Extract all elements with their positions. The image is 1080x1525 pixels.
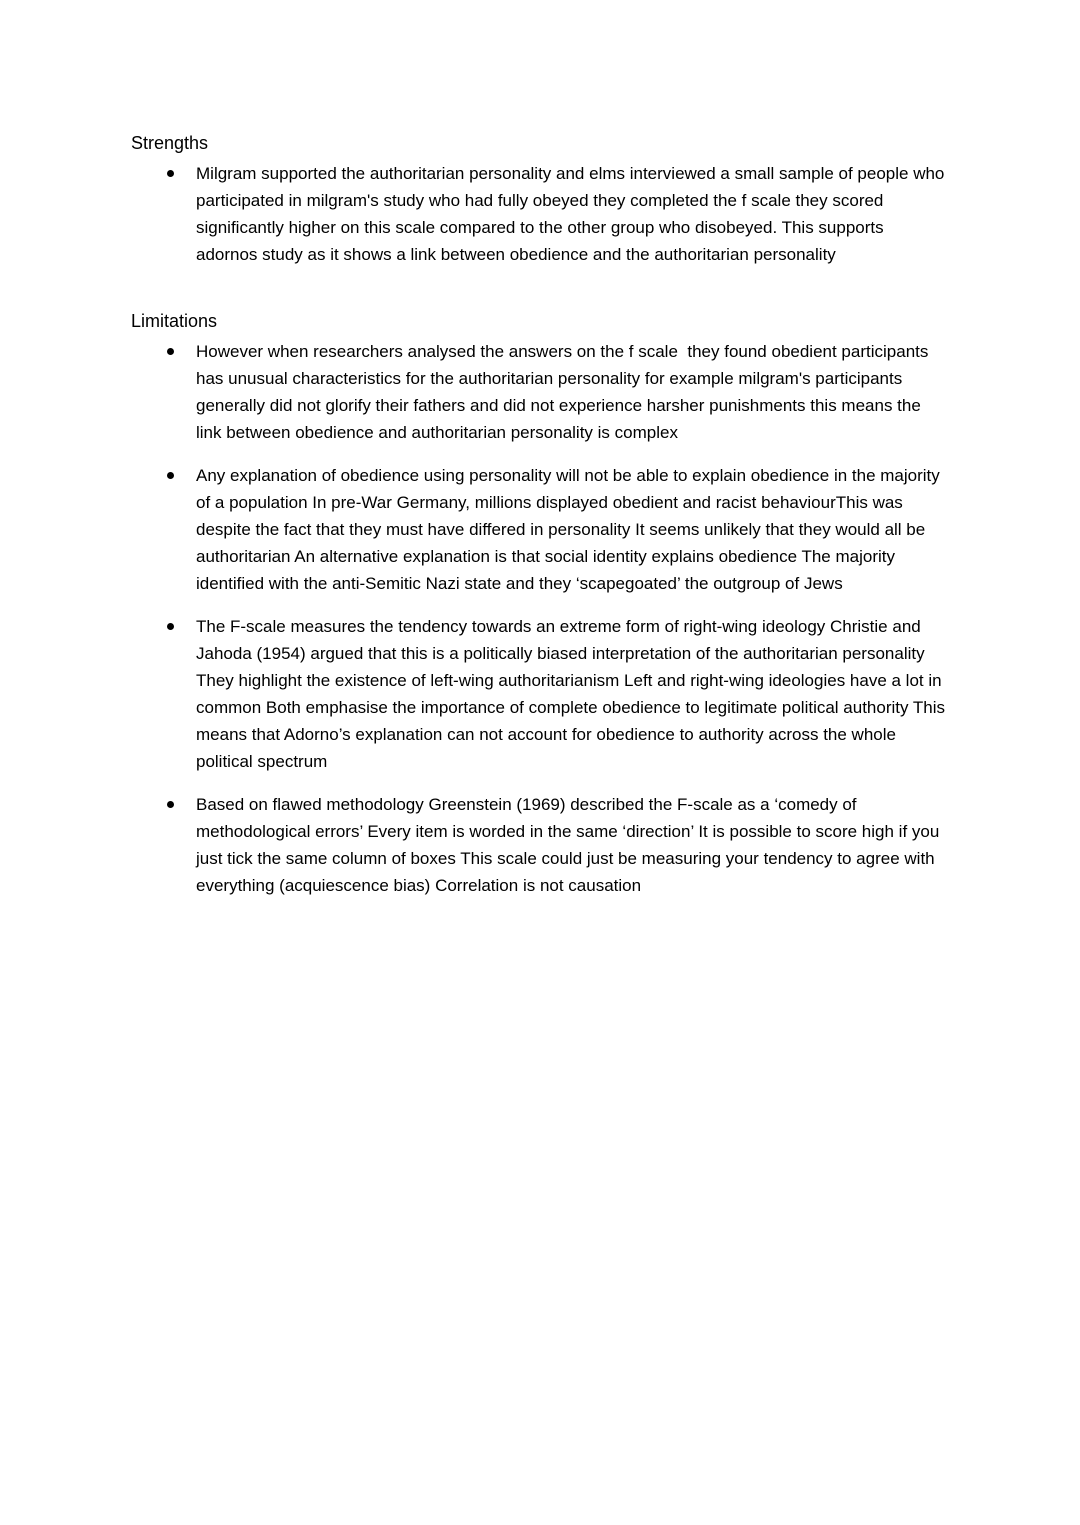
list-item	[196, 791, 947, 899]
bullet-marker-icon	[167, 623, 174, 630]
strengths-heading: Strengths	[131, 133, 209, 153]
bullet-text: However when researchers analysed the answers on the f scale they found obedient participants has unusual characteristics for the authoritarian personality for example milgram's participants generally did not glorify their fathers and did not experience harsher punishments this means the link between obedience and authoritarian personality is complex	[196, 342, 934, 442]
bullet-marker-icon	[167, 348, 174, 355]
bullet-text: The F-scale measures the tendency towards an extreme form of right-wing ideology Christie and Jahoda (1954) argued that this is a politically biased interpretation of the authoritarian personality They highlight the existence of left-wing authoritarianism Left and right-wing ideologies have a lot in common Both emphasise the importance of complete obedience to legitimate political authority This means that Adorno’s explanation can not account for obedience to authority across the whole political spectrum	[196, 617, 950, 771]
bullet-marker-icon	[167, 472, 174, 479]
bullet-text: Based on flawed methodology Greenstein (1969) described the F-scale as a ‘comedy of methodological errors’ Every item is worded in the same ‘direction’ It is possible to score high if you just tick the same column of boxes This scale could just be measuring your tendency to agree with everything (acquiescence bias) Correlation is not causation	[196, 795, 945, 895]
bullet-marker-icon	[167, 170, 174, 177]
limitations-heading: Limitations	[131, 311, 218, 331]
bullet-marker-icon	[167, 801, 174, 808]
list-item	[196, 613, 950, 775]
bullet-text: Milgram supported the authoritarian personality and elms interviewed a small sample of people who participated in milgram's study who had fully obeyed they completed the f scale they scored significantly higher on this scale compared to the other group who disobeyed. This supports adornos study as it shows a link between obedience and the authoritarian personality	[196, 164, 950, 264]
limitations-bullet-list	[131, 338, 950, 899]
section-strengths	[131, 132, 950, 268]
section-limitations	[131, 310, 950, 899]
list-item	[196, 462, 947, 597]
bullet-text: Any explanation of obedience using personality will not be able to explain obedience in the majority of a population In pre-War Germany, millions displayed obedient and racist behaviourThis was despite the fact that they must have differed in personality It seems unlikely that they would all be authoritarian An alternative explanation is that social identity explains obedience The majority identified with the anti-Semitic Nazi state and they ‘scapegoated’ the outgroup of Jews	[196, 466, 945, 593]
list-item	[196, 160, 950, 268]
list-item	[196, 338, 947, 446]
strengths-bullet-list	[131, 160, 950, 268]
